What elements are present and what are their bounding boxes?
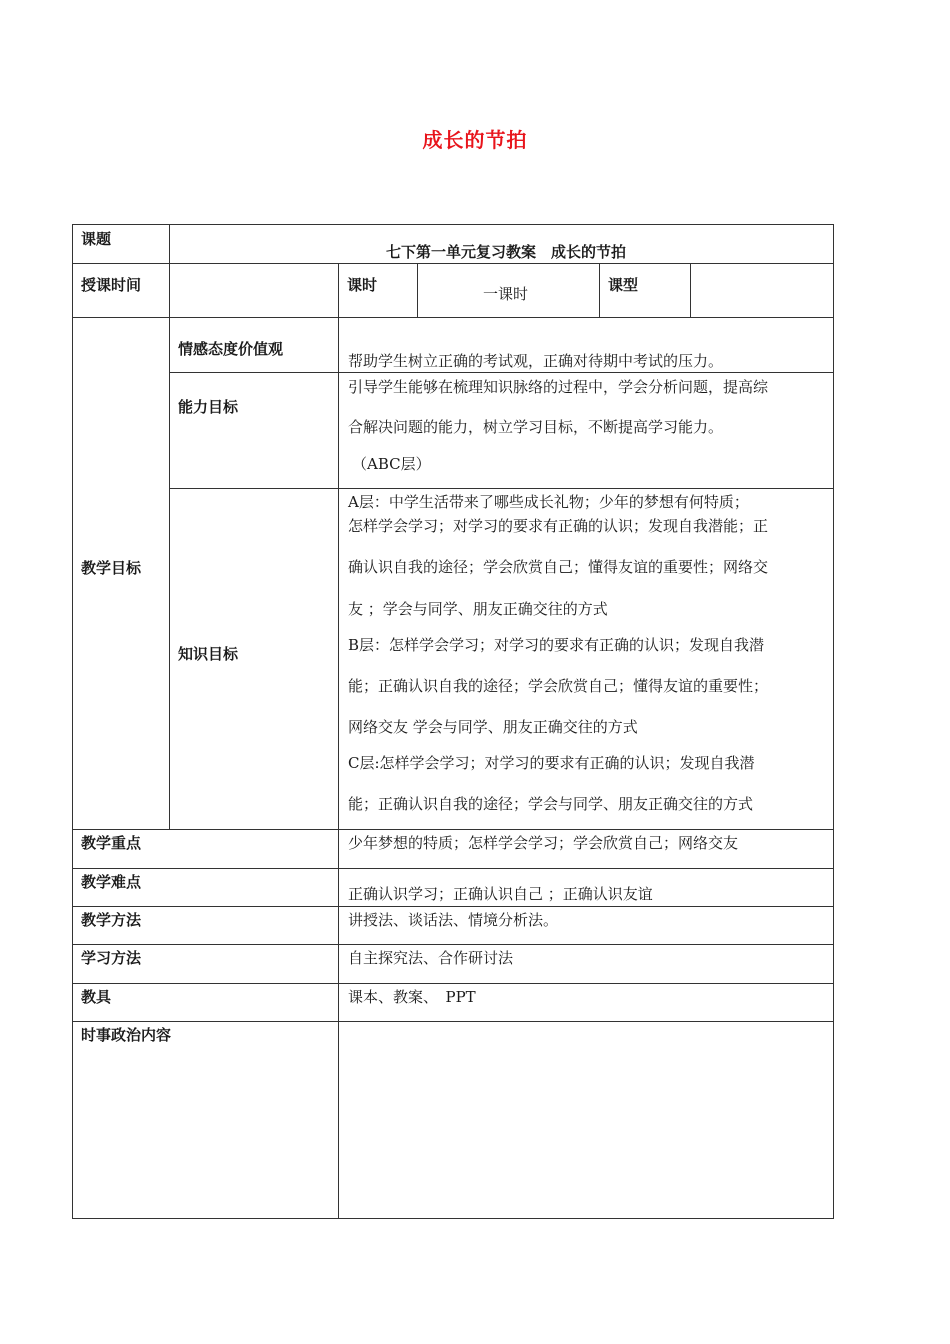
table-border-top bbox=[72, 224, 834, 225]
col-divider bbox=[169, 224, 170, 830]
knowledge-line: B层：怎样学会学习；对学习的要求有正确的认识；发现自我潜 bbox=[348, 636, 765, 654]
current-affairs-label: 时事政治内容 bbox=[81, 1026, 172, 1044]
row-divider bbox=[72, 906, 834, 907]
ability-line: （ABC层） bbox=[352, 455, 431, 473]
hours-value: 一课时 bbox=[483, 285, 529, 303]
type-label: 课型 bbox=[608, 276, 639, 294]
objectives-label: 教学目标 bbox=[81, 559, 142, 577]
difficulties-label: 教学难点 bbox=[81, 873, 142, 891]
knowledge-line: C层:怎样学会学习；对学习的要求有正确的认识；发现自我潜 bbox=[348, 754, 755, 772]
table-border-bottom bbox=[72, 1218, 834, 1219]
key-points-value: 少年梦想的特质；怎样学会学习；学会欣赏自己；网络交友 bbox=[348, 834, 739, 852]
topic-value: 七下第一单元复习教案 成长的节拍 bbox=[386, 243, 627, 261]
ability-line: 引导学生能够在梳理知识脉络的过程中，学会分析问题，提高综 bbox=[348, 378, 769, 396]
tools-value: 课本、教案、 PPT bbox=[348, 988, 476, 1006]
key-points-label: 教学重点 bbox=[81, 834, 142, 852]
knowledge-line: 网络交友 学会与同学、朋友正确交往的方式 bbox=[348, 718, 638, 736]
row-divider bbox=[72, 829, 834, 830]
row-divider bbox=[72, 1021, 834, 1022]
knowledge-line: 能；正确认识自我的途径；学会与同学、朋友正确交往的方式 bbox=[348, 795, 754, 813]
study-value: 自主探究法、合作研讨法 bbox=[348, 949, 514, 967]
ability-line: 合解决问题的能力，树立学习目标，不断提高学习能力。 bbox=[348, 418, 724, 436]
col-divider bbox=[338, 263, 339, 1219]
row-divider bbox=[72, 317, 834, 318]
document-title: 成长的节拍 bbox=[422, 128, 528, 152]
study-label: 学习方法 bbox=[81, 949, 142, 967]
col-divider bbox=[690, 263, 691, 318]
time-label: 授课时间 bbox=[81, 276, 142, 294]
table-border-left bbox=[72, 224, 73, 1219]
knowledge-label: 知识目标 bbox=[178, 645, 239, 663]
row-divider bbox=[72, 944, 834, 945]
row-divider bbox=[72, 868, 834, 869]
row-divider bbox=[169, 372, 834, 373]
topic-label: 课题 bbox=[81, 230, 112, 248]
knowledge-line: A层：中学生活带来了哪些成长礼物；少年的梦想有何特质； bbox=[348, 493, 749, 511]
table-border-right bbox=[833, 224, 834, 1219]
row-divider bbox=[169, 488, 834, 489]
tools-label: 教具 bbox=[81, 988, 112, 1006]
row-divider bbox=[72, 983, 834, 984]
difficulties-value: 正确认识学习；正确认识自己 ；正确认识友谊 bbox=[348, 885, 653, 903]
method-value: 讲授法、谈话法、情境分析法。 bbox=[348, 911, 559, 929]
knowledge-line: 怎样学会学习；对学习的要求有正确的认识；发现自我潜能；正 bbox=[348, 517, 769, 535]
hours-label: 课时 bbox=[347, 276, 378, 294]
col-divider bbox=[599, 263, 600, 318]
ability-label: 能力目标 bbox=[178, 398, 239, 416]
knowledge-line: 确认识自我的途径；学会欣赏自己；懂得友谊的重要性；网络交 bbox=[348, 558, 769, 576]
knowledge-line: 友 ；学会与同学、朋友正确交往的方式 bbox=[348, 600, 608, 618]
emotion-text: 帮助学生树立正确的考试观，正确对待期中考试的压力。 bbox=[348, 352, 724, 370]
row-divider bbox=[72, 263, 834, 264]
method-label: 教学方法 bbox=[81, 911, 142, 929]
col-divider bbox=[417, 263, 418, 318]
emotion-label: 情感态度价值观 bbox=[178, 340, 284, 358]
knowledge-line: 能；正确认识自我的途径；学会欣赏自己；懂得友谊的重要性； bbox=[348, 677, 769, 695]
